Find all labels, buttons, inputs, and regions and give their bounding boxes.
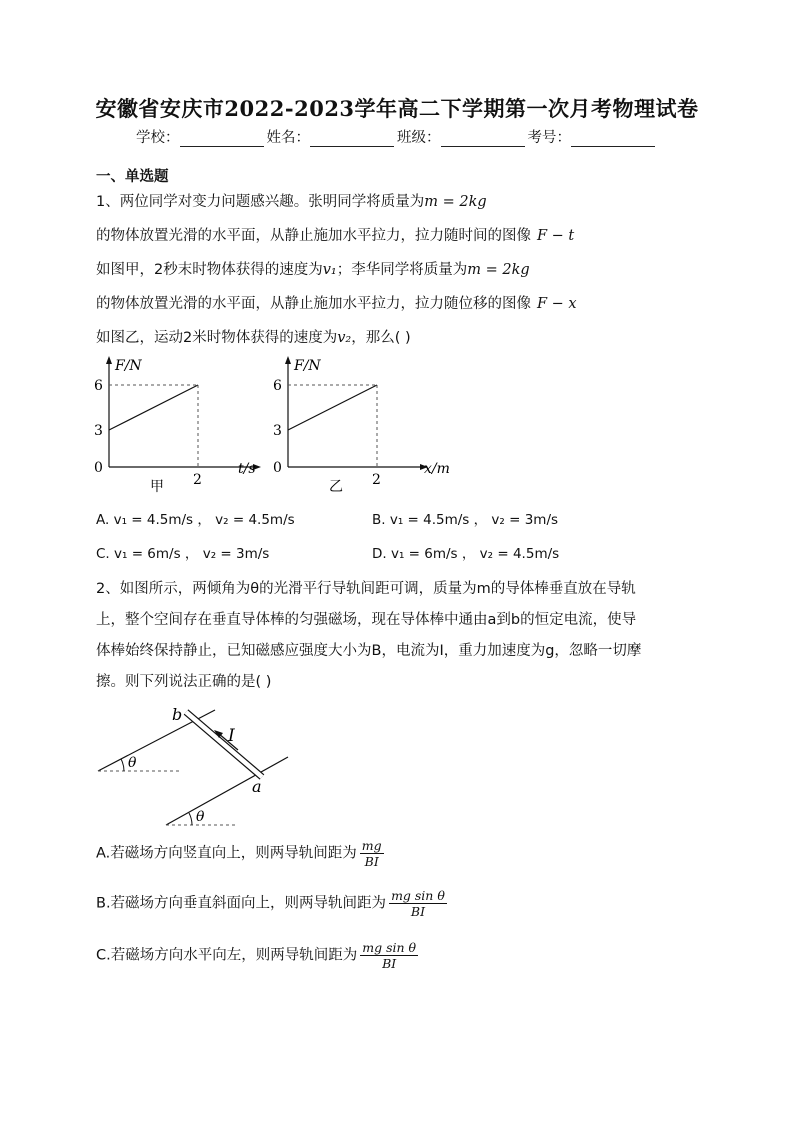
q1-line-1 [96, 190, 487, 211]
yi-tick-6: 6 [273, 378, 282, 394]
fraction-denominator: BI [410, 904, 426, 919]
name-blank[interactable] [310, 131, 394, 147]
q2-option-b[interactable] [96, 888, 447, 919]
yi-caption: 乙 [329, 479, 343, 495]
jia-tick-3: 3 [94, 423, 103, 439]
theta-top: θ [128, 755, 137, 771]
q1-option-b[interactable]: B. v₁ = 4.5m/s ， v₂ = 3m/s [372, 512, 559, 528]
lower-theta-arc [189, 813, 192, 825]
jia-caption: 甲 [150, 479, 164, 495]
yi-tick-2: 2 [372, 472, 381, 488]
q1-text-5a: 如图乙，运动2米时物体获得的速度为 [96, 330, 338, 346]
label-a: a [252, 777, 262, 796]
q1-math-ft: F − t [537, 228, 575, 244]
q2-line-1: 2、如图所示，两倾角为θ的光滑平行导轨间距可调，质量为m的导体棒垂直放在导轨 [96, 581, 636, 597]
fraction-denominator: BI [382, 956, 397, 971]
lower-rail [166, 757, 288, 825]
q2-line-4: 擦。则下列说法正确的是( ) [96, 674, 272, 690]
student-info-line [0, 126, 794, 147]
q1-line-2 [96, 224, 574, 245]
yi-ylabel: F/N [294, 358, 321, 374]
q2-option-b-text: B.若磁场方向垂直斜面向上，则两导轨间距为 [96, 895, 387, 912]
jia-tick-2: 2 [193, 472, 202, 488]
jia-force-line [109, 385, 198, 430]
q1-math-mass-1: m = 2kg [424, 194, 487, 210]
yi-tick-0: 0 [273, 460, 282, 476]
label-I: I [228, 726, 235, 746]
q2-option-a[interactable] [96, 838, 384, 869]
fraction-denominator: BI [364, 854, 379, 869]
upper-theta-arc [121, 759, 124, 771]
q1-line-3 [96, 258, 530, 279]
q2-option-a-text: A.若磁场方向竖直向上，则两导轨间距为 [96, 845, 357, 862]
q1-line-5 [96, 326, 411, 347]
q1-text-4: 的物体放置光滑的水平面，从静止施加水平拉力，拉力随位移的图像 [96, 296, 531, 312]
id-label: 考号： [527, 130, 571, 146]
q1-text-1: 1、两位同学对变力问题感兴趣。张明同学将质量为 [96, 194, 425, 210]
q2-line-2: 上，整个空间存在垂直导体棒的匀强磁场，现在导体棒中通由a到b的恒定电流，使导 [96, 612, 637, 628]
id-blank[interactable] [571, 131, 655, 147]
label-b: b [172, 705, 183, 724]
q2-option-c-fraction [360, 940, 418, 971]
q1-text-3b: ；李华同学将质量为 [336, 262, 468, 278]
exam-title: 安徽省安庆市2022-2023学年高二下学期第一次月考物理试卷 [95, 96, 699, 121]
class-blank[interactable] [441, 131, 525, 147]
class-label: 班级： [397, 130, 441, 146]
q1-text-2: 的物体放置光滑的水平面，从静止施加水平拉力，拉力随时间的图像 [96, 228, 531, 244]
q2-option-c[interactable] [96, 940, 418, 971]
rail-diagram [90, 700, 310, 830]
q2-line-3: 体棒始终保持静止，已知磁感应强度大小为B，电流为I，重力加速度为g，忽略一切摩 [96, 643, 642, 659]
q2-option-b-fraction [389, 888, 447, 919]
jia-xlabel: t/s [238, 461, 256, 477]
school-blank[interactable] [180, 131, 264, 147]
q1-math-v2: v₂ [337, 330, 352, 346]
fraction-numerator: mg sin θ [362, 940, 417, 955]
yi-xlabel: x/m [424, 461, 450, 477]
jia-tick-6: 6 [94, 378, 103, 394]
graph-yi [259, 352, 459, 500]
q2-option-c-text: C.若磁场方向水平向左，则两导轨间距为 [96, 947, 358, 964]
q1-option-c[interactable]: C. v₁ = 6m/s ， v₂ = 3m/s [96, 546, 270, 562]
name-label: 姓名： [266, 130, 310, 146]
q1-line-4 [96, 292, 577, 313]
fraction-numerator: mg sin θ [391, 888, 445, 903]
theta-bottom: θ [196, 809, 205, 825]
school-label: 学校： [136, 130, 180, 146]
q1-math-mass-2: m = 2kg [467, 262, 530, 278]
q1-option-d[interactable]: D. v₁ = 6m/s ， v₂ = 4.5m/s [372, 546, 560, 562]
q1-math-v1: v₁ [322, 262, 337, 278]
conductor-rod [186, 712, 262, 777]
jia-y-arrow [106, 356, 112, 364]
yi-force-line [288, 385, 377, 430]
fraction-numerator: mg [361, 838, 382, 853]
section-heading: 一、单选题 [96, 169, 169, 185]
graph-jia [80, 352, 280, 500]
q1-text-3a: 如图甲，2秒末时物体获得的速度为 [96, 262, 323, 278]
q1-math-fx: F − x [537, 296, 577, 312]
yi-y-arrow [285, 356, 291, 364]
q2-option-a-fraction [360, 838, 384, 869]
q1-option-a[interactable]: A. v₁ = 4.5m/s ， v₂ = 4.5m/s [96, 512, 295, 528]
q1-text-5b: ，那么( ) [351, 330, 411, 346]
jia-ylabel: F/N [115, 358, 142, 374]
yi-tick-3: 3 [273, 423, 282, 439]
jia-tick-0: 0 [94, 460, 103, 476]
